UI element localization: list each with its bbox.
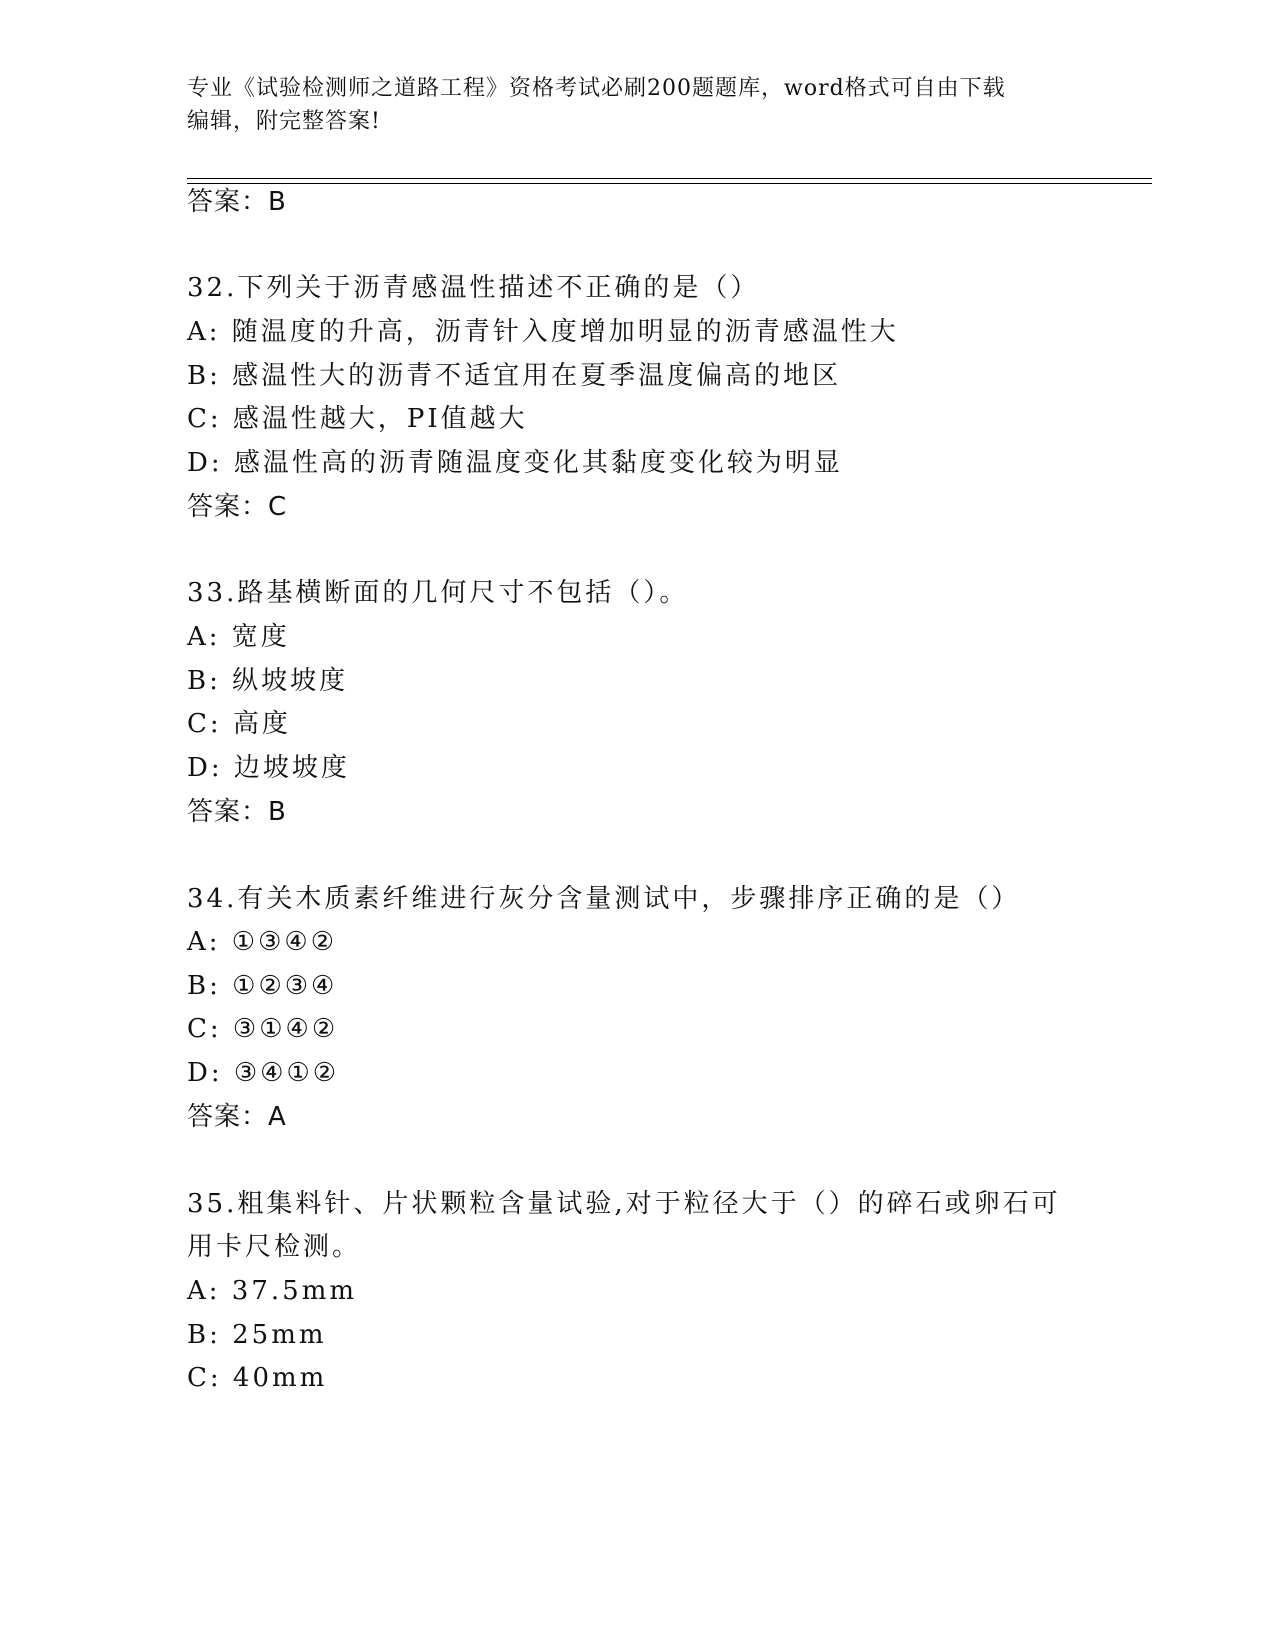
question-33-option-c: C: 高度 [187,709,291,739]
question-35-option-b: B: 25mm [187,1320,327,1350]
question-32-option-c: C: 感温性越大，PI值越大 [187,404,528,434]
question-34-stem: 34.有关木质素纤维进行灰分含量测试中，步骤排序正确的是（） [187,884,1021,914]
question-32-stem: 32.下列关于沥青感温性描述不正确的是（） [187,273,760,303]
question-34-answer: 答案：A [187,1102,287,1132]
document-header [187,72,1067,138]
header-rule-top [187,178,1152,179]
question-33-option-a: A: 宽度 [187,622,290,652]
question-33-option-b: B: 纵坡坡度 [187,666,349,696]
question-35-stem-continued: 用卡尺检测。 [187,1232,362,1262]
question-35-option-c: C: 40mm [187,1363,328,1393]
answer-line: 答案：B [187,187,287,217]
question-34-option-d: D: ③④①② [187,1058,340,1088]
header-line-1: 专业《试验检测师之道路工程》资格考试必刷200题题库，word格式可自由下载 [187,76,1006,101]
question-34-option-a: A: ①③④② [187,927,338,957]
question-32-option-d: D: 感温性高的沥青随温度变化其黏度变化较为明显 [187,448,843,478]
header-line-2: 编辑，附完整答案! [187,109,381,134]
question-35-option-a: A: 37.5mm [187,1276,357,1306]
question-34-option-c: C: ③①④② [187,1014,339,1044]
header-rule-bottom [187,183,1152,184]
question-34-option-b: B: ①②③④ [187,971,338,1001]
question-33-option-d: D: 边坡坡度 [187,753,350,783]
question-32-answer: 答案：C [187,492,288,522]
question-33-answer: 答案：B [187,797,287,827]
question-35-stem: 35.粗集料针、片状颗粒含量试验,对于粒径大于（）的碎石或卵石可 [187,1189,1061,1219]
question-33-stem: 33.路基横断面的几何尺寸不包括（）。 [187,578,689,608]
question-32-option-a: A: 随温度的升高，沥青针入度增加明显的沥青感温性大 [187,317,899,347]
question-32-option-b: B: 感温性大的沥青不适宜用在夏季温度偏高的地区 [187,361,842,391]
